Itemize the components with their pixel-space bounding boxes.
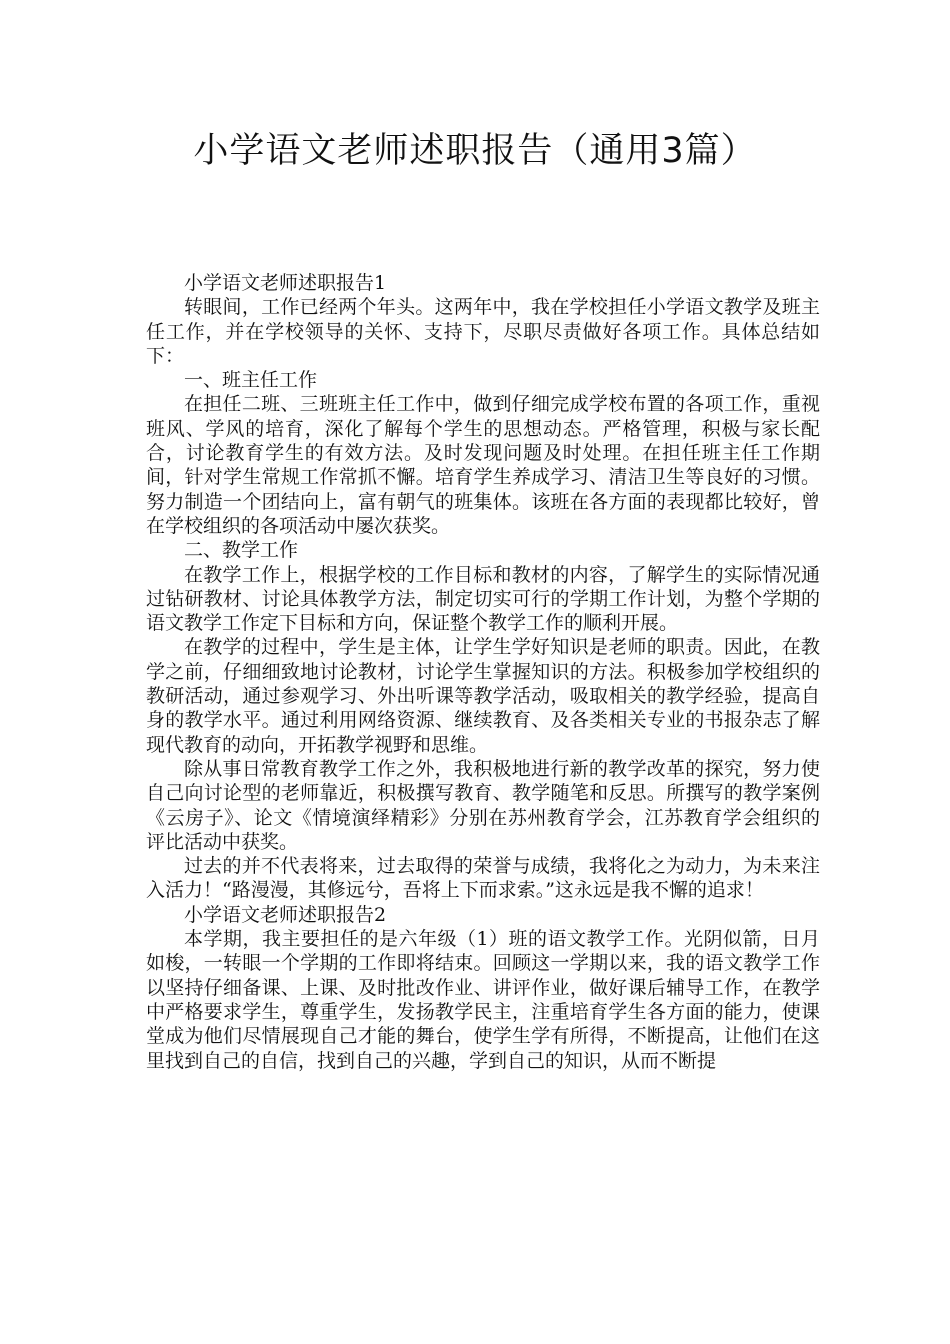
paragraph: 过去的并不代表将来，过去取得的荣誉与成绩，我将化之为动力，为未来注入活力！“路漫漫，其修远兮，吾将上下而求索。”这永远是我不懈的追求！ [146,855,820,902]
section-heading-report-1: 小学语文老师述职报告1 [184,272,387,294]
document-body [146,271,820,1073]
paragraph: 转眼间，工作已经两个年头。这两年中，我在学校担任小学语文教学及班主任工作，并在学校领导的关怀、支持下，尽职尽责做好各项工作。具体总结如下： [146,296,820,367]
section-heading-report-2: 小学语文老师述职报告2 [184,903,387,926]
paragraph: 除从事日常教育教学工作之外，我积极地进行新的教学改革的探究，努力使自己向讨论型的老师靠近，积极撰写教育、教学随笔和反思。所撰写的教学案例《云房子》、论文《情境演绎精彩》分别在苏州教育学会，江苏教育学会组织的评比活动中获奖。 [146,757,820,853]
section-heading-teaching: 二、教学工作 [184,539,299,562]
paragraph: 在教学的过程中，学生是主体，让学生学好知识是老师的职责。因此，在教学之前，仔细细致地讨论教材，讨论学生掌握知识的方法。积极参加学校组织的教研活动，通过参观学习、外出听课等教学活动，吸取相关的教学经验，提高自身的教学水平。通过利用网络资源、继续教育、及各类相关专业的书报杂志了解现代教育的动向，开拓教学视野和思维。 [146,636,820,756]
paragraph: 本学期，我主要担任的是六年级（1）班的语文教学工作。光阴似箭，日月如梭，一转眼一个学期的工作即将结束。回顾这一学期以来，我的语文教学工作以坚持仔细备课、上课、及时批改作业、讲评作业，做好课后辅导工作，在教学中严格要求学生，尊重学生，发扬教学民主，注重培育学生各方面的能力，使课堂成为他们尽情展现自己才能的舞台，使学生学有所得，不断提高，让他们在这里找到自己的自信，找到自己的兴趣，学到自己的知识，从而不断提 [146,928,820,1072]
paragraph: 在担任二班、三班班主任工作中，做到仔细完成学校布置的各项工作，重视班风、学风的培育，深化了解每个学生的思想动态。严格管理，积极与家长配合，讨论教育学生的有效方法。及时发现问题及时处理。在担任班主任工作期间，针对学生常规工作常抓不懈。培育学生养成学习、清洁卫生等良好的习惯。努力制造一个团结向上，富有朝气的班集体。该班在各方面的表现都比较好，曾在学校组织的各项活动中屡次获奖。 [146,393,820,537]
document-title: 小学语文老师述职报告（通用3篇） [193,131,757,171]
section-heading-class-teacher: 一、班主任工作 [184,369,318,392]
paragraph: 在教学工作上，根据学校的工作目标和教材的内容，了解学生的实际情况通过钻研教材、讨论具体教学方法，制定切实可行的学期工作计划，为整个学期的语文教学工作定下目标和方向，保证整个教学工作的顺利开展。 [146,563,820,635]
